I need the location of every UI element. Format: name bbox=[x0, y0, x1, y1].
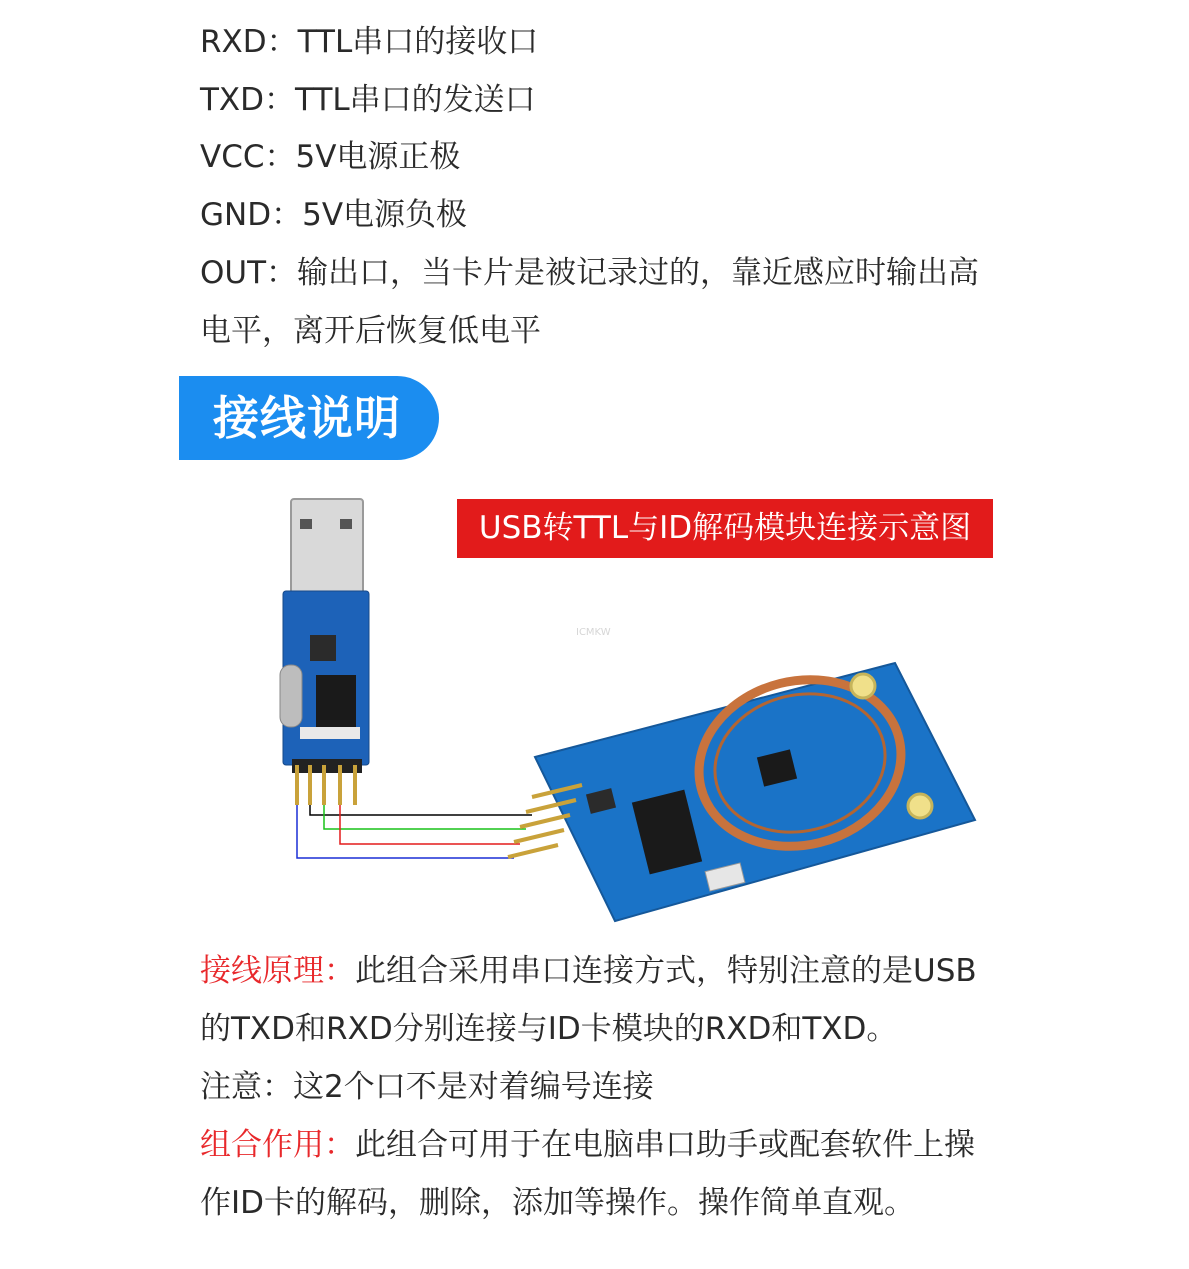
adapter-pin bbox=[353, 765, 357, 805]
usage-line-1 bbox=[200, 1125, 975, 1165]
pin-txd-desc: TTL串口的发送口 bbox=[295, 82, 536, 118]
adapter-pin bbox=[338, 765, 342, 805]
usb-plug bbox=[291, 499, 363, 597]
adapter-header bbox=[292, 759, 362, 773]
usage-line-2: 作ID卡的解码，删除，添加等操作。操作简单直观。 bbox=[200, 1185, 916, 1221]
pin-out-desc: 输出口，当卡片是被记录过的，靠近感应时输出高 bbox=[297, 255, 980, 291]
usage-label: 组合作用： bbox=[200, 1127, 355, 1163]
pin-txd-label: TXD： bbox=[200, 82, 296, 118]
wire bbox=[297, 805, 514, 858]
principle-label: 接线原理： bbox=[200, 953, 355, 989]
pin-gnd-desc: 5V电源负极 bbox=[302, 197, 468, 233]
adapter-pin bbox=[308, 765, 312, 805]
usage-text-1: 此组合可用于在电脑串口助手或配套软件上操 bbox=[355, 1127, 975, 1163]
rfid-mount-hole-bottom bbox=[908, 794, 932, 818]
principle-line-1 bbox=[200, 951, 977, 991]
usb-plug-hole-left bbox=[300, 519, 312, 529]
adapter-pin bbox=[295, 765, 299, 805]
pin-rxd bbox=[200, 22, 538, 62]
pin-out-label: OUT： bbox=[200, 255, 298, 291]
principle-line-2: 的TXD和RXD分别连接与ID卡模块的RXD和TXD。 bbox=[200, 1011, 898, 1047]
pin-rxd-desc: TTL串口的接收口 bbox=[297, 24, 539, 60]
principle-text-1: 此组合采用串口连接方式，特别注意的是USB bbox=[355, 953, 977, 989]
attention-line: 注意：这2个口不是对着编号连接 bbox=[200, 1069, 654, 1105]
wire bbox=[310, 805, 532, 815]
pin-out bbox=[200, 253, 979, 293]
wire bbox=[340, 805, 520, 844]
pin-vcc bbox=[200, 137, 460, 177]
pin-vcc-label: VCC： bbox=[200, 139, 296, 175]
pin-vcc-desc: 5V电源正极 bbox=[295, 139, 461, 175]
wire bbox=[324, 805, 526, 829]
diagram-title: USB转TTL与ID解码模块连接示意图 bbox=[457, 499, 993, 558]
wires bbox=[297, 805, 532, 858]
adapter-leds bbox=[300, 727, 360, 739]
rfid-mount-hole-top bbox=[851, 674, 875, 698]
usb-ttl-adapter bbox=[280, 499, 369, 805]
rfid-module bbox=[508, 659, 975, 921]
rfid-pin bbox=[508, 845, 558, 857]
adapter-pin bbox=[322, 765, 326, 805]
section-badge bbox=[179, 376, 439, 460]
watermark: ICMKW bbox=[576, 627, 611, 638]
adapter-regulator bbox=[310, 635, 336, 661]
rfid-pin bbox=[514, 830, 564, 842]
rfid-pin bbox=[520, 815, 570, 827]
pin-gnd-label: GND： bbox=[200, 197, 303, 233]
adapter-crystal bbox=[280, 665, 302, 727]
pin-txd bbox=[200, 80, 536, 120]
usb-plug-hole-right bbox=[340, 519, 352, 529]
wiring-diagram bbox=[270, 495, 990, 935]
section-title: 接线说明 bbox=[213, 391, 401, 445]
pin-gnd bbox=[200, 195, 467, 235]
pin-out-continued: 电平，离开后恢复低电平 bbox=[200, 313, 541, 349]
adapter-chip bbox=[316, 675, 356, 727]
pin-rxd-label: RXD： bbox=[200, 24, 298, 60]
